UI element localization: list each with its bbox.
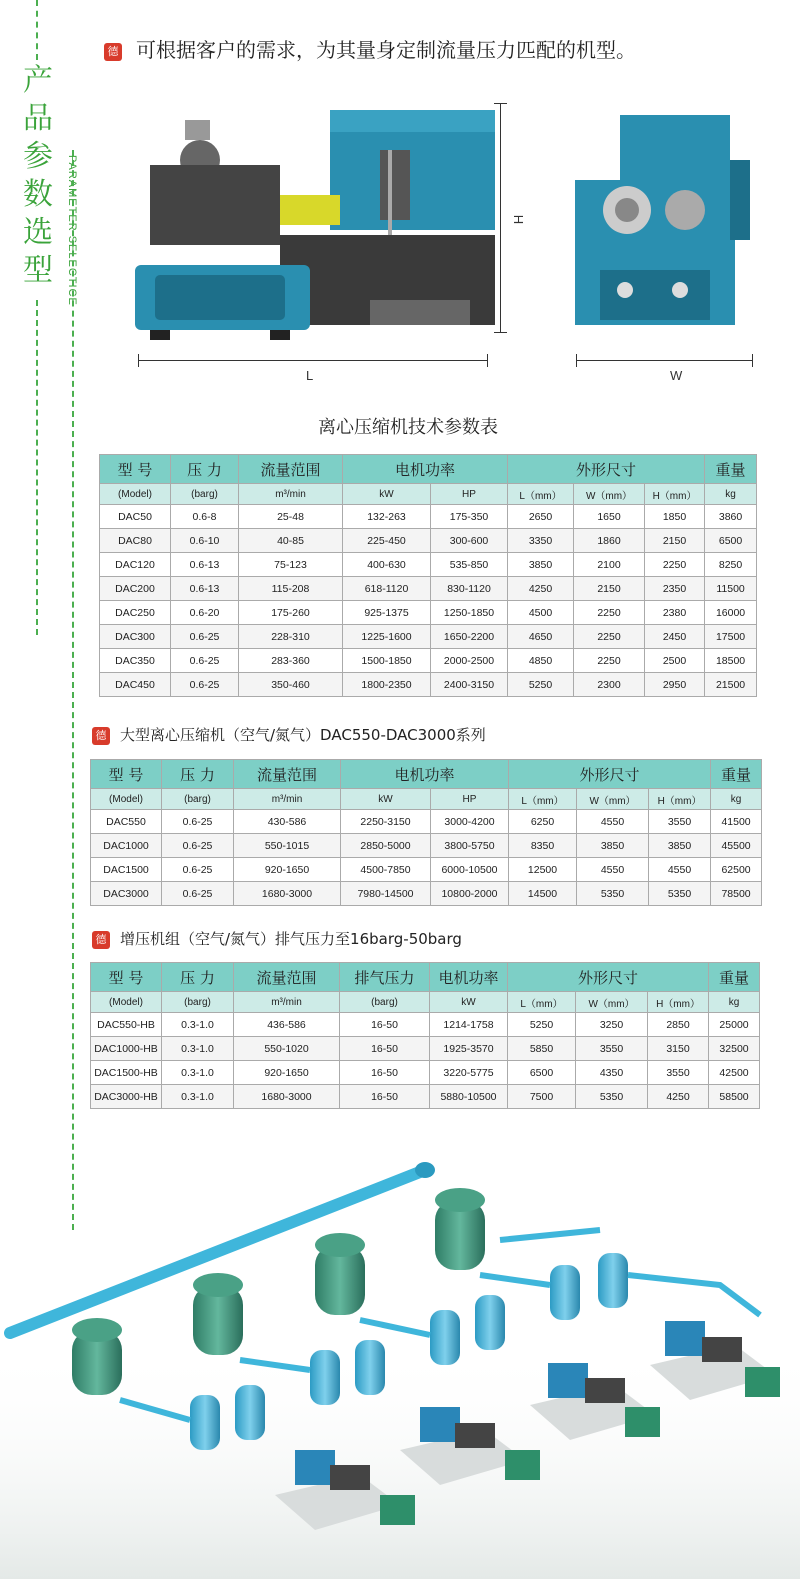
table-cell: 0.6-25 [162,882,234,906]
side-title-char: 型 [23,253,53,288]
table-cell: 0.6-10 [171,529,239,553]
table-cell: 175-260 [239,601,343,625]
table-cell: 3550 [649,810,711,834]
table-cell: 2150 [645,529,705,553]
table-cell: DAC550 [91,810,162,834]
table-cell: 1925-3570 [430,1037,508,1061]
table-cell: DAC200 [100,577,171,601]
brand-badge-icon: 德 [92,727,110,745]
table3-title [92,928,462,949]
side-title-char: 品 [23,101,53,136]
table-cell: 0.3-1.0 [162,1013,234,1037]
table-cell: 78500 [711,882,762,906]
table-cell: 41500 [711,810,762,834]
table-cell: 5350 [577,882,649,906]
table-cell: 21500 [705,673,757,697]
table-cell: 228-310 [239,625,343,649]
table-cell: 550-1020 [234,1037,340,1061]
table-cell: 2400-3150 [431,673,508,697]
table-header-cell: 电机功率 [341,760,509,789]
width-label: W [670,368,683,383]
table-cell: 3150 [648,1037,709,1061]
table-cell: 3550 [648,1061,709,1085]
table-cell: 6000-10500 [431,858,509,882]
table-cell: 920-1650 [234,858,341,882]
table-cell: 2450 [645,625,705,649]
table-cell: 4500 [508,601,574,625]
table-cell: 2300 [574,673,645,697]
compressor-station-illustration [0,1145,800,1579]
table-cell: 3800-5750 [431,834,509,858]
table-header-cell: 外形尺寸 [509,760,711,789]
table-cell: DAC3000-HB [91,1085,162,1109]
table-cell: 32500 [709,1037,760,1061]
table-row [100,529,757,553]
side-subtitle-en: PARAMETER SELECTICE [66,155,78,306]
table-header-cell: 压 力 [162,760,234,789]
table-subheader-cell: kW [341,789,431,810]
table-cell: 2250 [574,625,645,649]
table-cell: 4500-7850 [341,858,431,882]
table-cell: 3850 [577,834,649,858]
table-cell: 925-1375 [343,601,431,625]
table-cell: 300-600 [431,529,508,553]
table-cell: 6250 [509,810,577,834]
table-cell: DAC550-HB [91,1013,162,1037]
table-row [100,649,757,673]
table-subheader-cell: m³/min [239,484,343,505]
table-cell: 16000 [705,601,757,625]
table2 [90,759,762,906]
table-cell: DAC1000-HB [91,1037,162,1061]
table-cell: DAC1500 [91,858,162,882]
table-row [91,858,762,882]
table-cell: DAC50 [100,505,171,529]
table-cell: 18500 [705,649,757,673]
table-row [91,1037,760,1061]
table-subheader-cell: L（mm） [508,484,574,505]
table-subheader-cell: HP [431,484,508,505]
table-cell: 2850 [648,1013,709,1037]
table-header-cell: 型 号 [100,455,171,484]
side-title [18,62,58,290]
table-cell: 45500 [711,834,762,858]
table-cell: 4550 [649,858,711,882]
table-cell: 0.3-1.0 [162,1085,234,1109]
table-subheader-cell: m³/min [234,992,340,1013]
table-cell: 2250-3150 [341,810,431,834]
table-subheader-cell: W（mm） [577,789,649,810]
table-cell: 6500 [705,529,757,553]
table-subheader-cell: kg [711,789,762,810]
table-subheader-cell: L（mm） [509,789,577,810]
brand-badge-icon: 德 [104,43,122,61]
table-subheader-cell: W（mm） [574,484,645,505]
table-cell: 1850 [645,505,705,529]
width-dimension-line [576,360,752,361]
compressor-front-view-image [575,110,760,330]
table-row [100,601,757,625]
table3-header-row [91,963,760,992]
table2-header-row [91,760,762,789]
table-cell: 62500 [711,858,762,882]
table-cell: 4250 [508,577,574,601]
table-subheader-cell: (barg) [162,992,234,1013]
table-cell: 436-586 [234,1013,340,1037]
table-header-cell: 重量 [705,455,757,484]
table-cell: 3000-4200 [431,810,509,834]
table-subheader-cell: L（mm） [508,992,576,1013]
table-subheader-cell: H（mm） [649,789,711,810]
table1 [99,454,757,697]
table-cell: 1225-1600 [343,625,431,649]
table-cell: DAC120 [100,553,171,577]
table-cell: 2380 [645,601,705,625]
table-cell: 115-208 [239,577,343,601]
height-dimension-line [500,103,501,333]
table-cell: 3220-5775 [430,1061,508,1085]
table-cell: 7500 [508,1085,576,1109]
table-cell: DAC450 [100,673,171,697]
table-cell: 2250 [574,601,645,625]
side-title-char: 参 [23,139,53,174]
table-row [100,673,757,697]
table-subheader-cell: kg [709,992,760,1013]
table-subheader-cell: kW [430,992,508,1013]
width-dimension-tick [752,354,753,367]
table-cell: 5850 [508,1037,576,1061]
table-cell: 0.3-1.0 [162,1061,234,1085]
table-header-cell: 流量范围 [234,963,340,992]
table-header-cell: 压 力 [162,963,234,992]
table-header-cell: 电机功率 [343,455,508,484]
table-cell: 12500 [509,858,577,882]
table-cell: 0.6-13 [171,577,239,601]
table-header-cell: 流量范围 [239,455,343,484]
table-subheader-cell: W（mm） [576,992,648,1013]
table-cell: 283-360 [239,649,343,673]
table-cell: 400-630 [343,553,431,577]
decor-dashed-line [72,150,74,1230]
brand-badge-icon: 德 [92,931,110,949]
table-cell: 10800-2000 [431,882,509,906]
table-header-cell: 外形尺寸 [508,455,705,484]
table3-subheader-row [91,992,760,1013]
side-title-char: 数 [23,177,53,212]
table-cell: 5880-10500 [430,1085,508,1109]
table-subheader-cell: (barg) [162,789,234,810]
table-cell: 0.6-25 [171,649,239,673]
table-cell: 75-123 [239,553,343,577]
table-cell: DAC250 [100,601,171,625]
table-cell: 0.6-25 [171,625,239,649]
table-header-cell: 重量 [709,963,760,992]
table-cell: 5250 [508,1013,576,1037]
table-cell: 1214-1758 [430,1013,508,1037]
table-cell: 0.6-25 [162,834,234,858]
table-cell: 42500 [709,1061,760,1085]
table-cell: 2100 [574,553,645,577]
table-row [100,553,757,577]
table-cell: 2350 [645,577,705,601]
table1-title: 离心压缩机技术参数表 [318,417,498,438]
table-cell: 1800-2350 [343,673,431,697]
table-cell: 830-1120 [431,577,508,601]
table3-title-text: 增压机组（空气/氮气）排气压力至16barg-50barg [120,930,462,948]
table-cell: 535-850 [431,553,508,577]
table-cell: 2500 [645,649,705,673]
table-cell: 1650 [574,505,645,529]
decor-dashed-line-top [36,0,38,60]
table-cell: 8250 [705,553,757,577]
table-cell: 5250 [508,673,574,697]
table-row [91,834,762,858]
table-cell: DAC350 [100,649,171,673]
table-cell: 16-50 [340,1037,430,1061]
table-cell: 17500 [705,625,757,649]
table-cell: 4550 [577,810,649,834]
table-cell: 2850-5000 [341,834,431,858]
table-cell: 3860 [705,505,757,529]
table-cell: DAC3000 [91,882,162,906]
table-cell: 350-460 [239,673,343,697]
table-cell: 1680-3000 [234,1085,340,1109]
table-cell: DAC1500-HB [91,1061,162,1085]
table-cell: 920-1650 [234,1061,340,1085]
table2-subheader-row [91,789,762,810]
table-row [91,1085,760,1109]
table-cell: 3850 [649,834,711,858]
table-cell: 14500 [509,882,577,906]
table-cell: 2250 [574,649,645,673]
table-header-cell: 压 力 [171,455,239,484]
table-cell: 2650 [508,505,574,529]
length-dimension-tick [487,354,488,367]
table-row [100,577,757,601]
table-row [100,625,757,649]
length-dimension-tick [138,354,139,367]
table-cell: 175-350 [431,505,508,529]
table-row [100,505,757,529]
table-cell: 2000-2500 [431,649,508,673]
table-cell: 0.6-13 [171,553,239,577]
table-cell: 3850 [508,553,574,577]
table-cell: 1680-3000 [234,882,341,906]
table-cell: 11500 [705,577,757,601]
table-cell: 7980-14500 [341,882,431,906]
table3 [90,962,760,1109]
table-cell: 1650-2200 [431,625,508,649]
table-cell: 0.6-25 [171,673,239,697]
table-subheader-cell: (Model) [100,484,171,505]
table-cell: 550-1015 [234,834,341,858]
table-subheader-cell: (barg) [171,484,239,505]
table-header-cell: 电机功率 [430,963,508,992]
table1-header-row [100,455,757,484]
table-cell: 1500-1850 [343,649,431,673]
table-header-cell: 型 号 [91,963,162,992]
width-dimension-tick [576,354,577,367]
table-cell: 5350 [576,1085,648,1109]
table-header-cell: 重量 [711,760,762,789]
side-title-char: 产 [23,63,53,98]
table-header-cell: 型 号 [91,760,162,789]
table-cell: DAC80 [100,529,171,553]
table-cell: 3250 [576,1013,648,1037]
table-subheader-cell: H（mm） [645,484,705,505]
table2-title [92,724,486,745]
table-cell: 2250 [645,553,705,577]
table-row [91,810,762,834]
table-cell: 8350 [509,834,577,858]
table-cell: 0.6-20 [171,601,239,625]
table-cell: 1860 [574,529,645,553]
table-subheader-cell: (Model) [91,789,162,810]
table-cell: 4350 [576,1061,648,1085]
table-subheader-cell: H（mm） [648,992,709,1013]
table-subheader-cell: (barg) [340,992,430,1013]
table-cell: 16-50 [340,1085,430,1109]
table1-subheader-row [100,484,757,505]
table-cell: 225-450 [343,529,431,553]
table-cell: 4550 [577,858,649,882]
table-subheader-cell: m³/min [234,789,341,810]
table-header-cell: 流量范围 [234,760,341,789]
table-header-cell: 排气压力 [340,963,430,992]
table-row [91,1061,760,1085]
headline [104,34,636,63]
length-label: L [306,368,314,383]
table-cell: 4250 [648,1085,709,1109]
table-cell: 4650 [508,625,574,649]
table-cell: 3550 [576,1037,648,1061]
table-cell: 6500 [508,1061,576,1085]
table-row [91,1013,760,1037]
headline-text: 可根据客户的需求，为其量身定制流量压力匹配的机型。 [136,38,636,62]
table-cell: 2950 [645,673,705,697]
table-cell: 1250-1850 [431,601,508,625]
table-cell: 4850 [508,649,574,673]
height-dimension-tick [494,332,507,333]
table-subheader-cell: kW [343,484,431,505]
table-row [91,882,762,906]
table-cell: 58500 [709,1085,760,1109]
table-cell: 430-586 [234,810,341,834]
table-cell: 0.3-1.0 [162,1037,234,1061]
table-cell: 0.6-25 [162,858,234,882]
table-cell: 5350 [649,882,711,906]
side-title-char: 选 [23,215,53,250]
table-cell: 16-50 [340,1013,430,1037]
compressor-side-view-image [130,95,510,345]
table-cell: 0.6-8 [171,505,239,529]
table-cell: 132-263 [343,505,431,529]
table-cell: 40-85 [239,529,343,553]
table-cell: 25000 [709,1013,760,1037]
length-dimension-line [138,360,488,361]
table-cell: 3350 [508,529,574,553]
height-label: H [511,214,527,225]
table-cell: DAC1000 [91,834,162,858]
height-dimension-tick [494,103,507,104]
table-subheader-cell: kg [705,484,757,505]
table-cell: 25-48 [239,505,343,529]
decor-dashed-line-left [36,300,38,635]
table-subheader-cell: (Model) [91,992,162,1013]
table-subheader-cell: HP [431,789,509,810]
table-cell: DAC300 [100,625,171,649]
table2-title-text: 大型离心压缩机（空气/氮气）DAC550-DAC3000系列 [120,726,486,744]
table-header-cell: 外形尺寸 [508,963,709,992]
table-cell: 16-50 [340,1061,430,1085]
table-cell: 0.6-25 [162,810,234,834]
table-cell: 618-1120 [343,577,431,601]
table-cell: 2150 [574,577,645,601]
